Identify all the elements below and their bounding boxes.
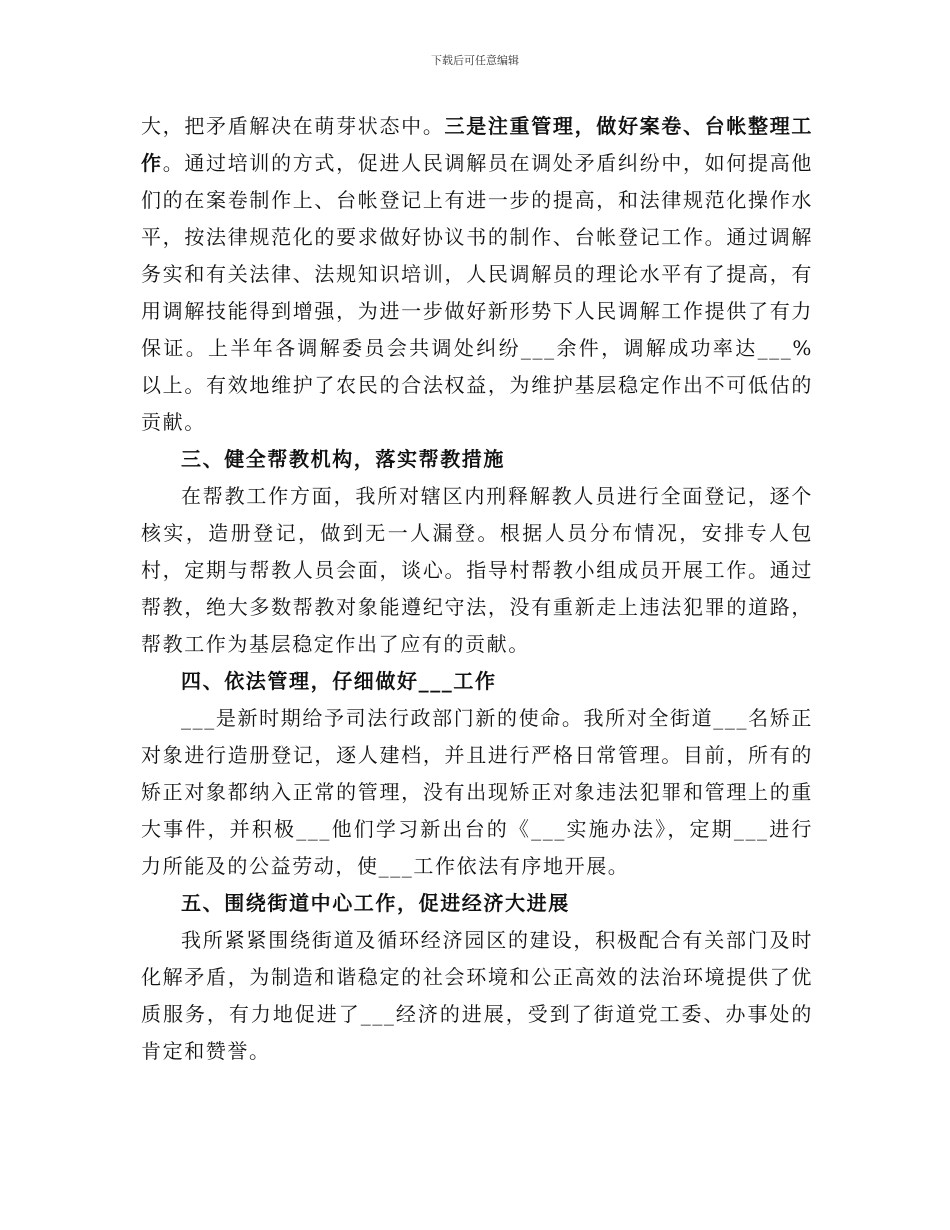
paragraph-assistance: 在帮教工作方面，我所对辖区内刑释解教人员进行全面登记，逐个核实，造册登记，做到无一人漏登。根据人员分布情况，安排专人包村，定期与帮教人员会面，谈心。指导村帮教小组成员开展工作。通过帮教，绝大多数帮教对象能遵纪守法，没有重新走上违法犯罪的道路，帮教工作为基层稳定作出了应有的贡献。 — [141, 484, 813, 656]
bold-emphasis: 三是注重管理，做好案卷、台帐整理工作 — [141, 114, 813, 175]
paragraph-management: ___是新时期给予司法行政部门新的使命。我所对全街道___名矫正对象进行造册登记，逐人建档，并且进行严格日常管理。目前，所有的矫正对象都纳入正常的管理，没有出现矫正对象违法犯罪和管理上的重大事件，并积极___他们学习新出台的《___实施办法》，定期___进行力所能及的公益劳动，使___工作依法有序地开展。 — [141, 706, 813, 878]
section-heading-3: 三、健全帮教机构，落实帮教措施 — [181, 447, 505, 471]
section-heading-5: 五、围绕街道中心工作，促进经济大进展 — [181, 891, 570, 915]
paragraph-economy: 我所紧紧围绕街道及循环经济园区的建设，积极配合有关部门及时化解矛盾，为制造和谐稳定的社会环境和公正高效的法治环境提供了优质服务，有力地促进了___经济的进展，受到了街道党工委、办事处的肯定和赞誉。 — [141, 928, 813, 1063]
paragraph-mediation-records — [141, 108, 813, 441]
page-header-note: 下载后可任意编辑 — [431, 54, 519, 67]
paragraph-text: 。通过培训的方式，促进人民调解员在调处矛盾纠纷中，如何提高他们的在案卷制作上、台帐登记上有进一步的提高，和法律规范化操作水平，按法律规范化的要求做好协议书的制作、台帐登记工作。通过调解务实和有关法律、法规知识培训，人民调解员的理论水平有了提高，有用调解技能得到增强，为进一步做好新形势下人民调解工作提供了有力保证。上半年各调解委员会共调处纠纷___余件，调解成功率达___%以上。有效地维护了农民的合法权益，为维护基层稳定作出不可低估的贡献。 — [141, 151, 813, 434]
section-heading-4: 四、依法管理，仔细做好___工作 — [181, 669, 497, 693]
paragraph-text: 大，把矛盾解决在萌芽状态中。 — [141, 114, 445, 138]
document-body — [141, 108, 813, 1070]
